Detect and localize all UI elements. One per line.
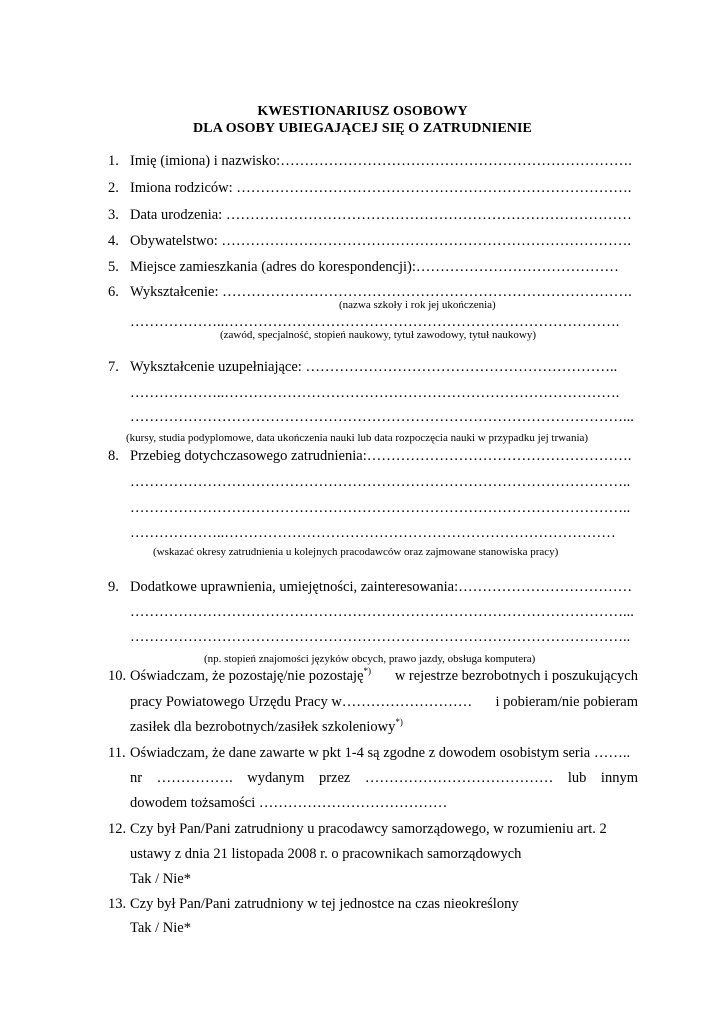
item-4-citizenship-field[interactable]: Obywatelstwo: ………………………………………………………………………….	[130, 233, 632, 249]
item-11-line-2	[130, 769, 638, 787]
item-11-by-label: przez	[318, 770, 351, 786]
item-3-birthdate-field[interactable]: Data urodzenia: …………………………………………………………………………	[130, 207, 632, 223]
item-10-line-1	[130, 667, 638, 685]
item-8-line-3[interactable]: …………………………………………………………………………………………..	[130, 500, 631, 516]
item-4-number: 4.	[108, 233, 119, 249]
item-10-benefit-type: zasiłek dla bezrobotnych/zasiłek szkoleniowy	[130, 719, 396, 735]
item-10-number: 10.	[108, 668, 127, 684]
item-10-office-field[interactable]: pracy Powiatowego Urzędu Pracy w………………………	[130, 694, 473, 710]
item-8-caption: (wskazać okresy zatrudnienia u kolejnych pracodawców oraz zajmowane stanowiska pracy)	[153, 546, 559, 558]
item-10-footnote-mark-2: *)	[395, 717, 403, 728]
document-title-line-2: DLA OSOBY UBIEGAJĄCEJ SIĘ O ZATRUDNIENIE	[193, 121, 532, 136]
item-6-education-field[interactable]: Wykształcenie: ………………………………………………………………………….	[130, 284, 632, 300]
item-9-skills-field[interactable]: Dodatkowe uprawnienia, umiejętności, zainteresowania:………………………………	[130, 579, 633, 595]
item-11-line-3[interactable]: dowodem tożsamości …………………………………	[130, 795, 448, 811]
item-12-answer[interactable]: Tak / Nie*	[130, 871, 191, 887]
item-12-question-line-2: ustawy z dnia 21 listopada 2008 r. o pracownikach samorządowych	[130, 846, 522, 862]
item-7-line-2[interactable]: ………………..……………………………………………………………………….	[130, 385, 620, 401]
item-9-line-3[interactable]: …………………………………………………………………………………………..	[130, 629, 631, 645]
item-7-line-3[interactable]: …………………………………………………………………………………………...	[130, 409, 634, 425]
item-7-additional-education-field[interactable]: Wykształcenie uzupełniające: ………………………………………………………..	[130, 359, 618, 375]
item-1-name-field[interactable]: Imię (imiona) i nazwisko:……………………………………………………………….	[130, 153, 632, 169]
item-11-issued-label: wydanym	[247, 770, 305, 786]
item-13-number: 13.	[108, 896, 127, 912]
item-8-employment-field[interactable]: Przebieg dotychczasowego zatrudnienia:……………………………………………….	[130, 448, 632, 464]
item-7-number: 7.	[108, 359, 119, 375]
item-10-benefit-text: i pobieram/nie pobieram	[495, 694, 638, 710]
item-2-number: 2.	[108, 180, 119, 196]
item-12-number: 12.	[108, 821, 127, 837]
item-6-caption-1: (nazwa szkoły i rok jej ukończenia)	[339, 299, 496, 311]
item-1-number: 1.	[108, 153, 119, 169]
item-10-statement-start: Oświadczam, że pozostaję/nie pozostaję	[130, 668, 364, 684]
item-8-line-4[interactable]: ………………..………………………………………………………………………	[130, 525, 616, 541]
item-2-parents-field[interactable]: Imiona rodziców: ……………………………………………………………………….	[130, 180, 632, 196]
item-11-line-1[interactable]: Oświadczam, że dane zawarte w pkt 1-4 są zgodne z dowodem osobistym seria ……..	[130, 745, 631, 761]
item-9-line-2[interactable]: …………………………………………………………………………………………...	[130, 604, 634, 620]
item-6-profession-field[interactable]: ………………..……………………………………………………………………….	[130, 314, 620, 330]
item-10-text-a	[130, 667, 371, 685]
item-5-number: 5.	[108, 259, 119, 275]
document-title-line-1: KWESTIONARIUSZ OSOBOWY	[257, 104, 468, 119]
item-13-answer[interactable]: Tak / Nie*	[130, 920, 191, 936]
item-7-caption: (kursy, studia podyplomowe, data ukończenia nauki lub data rozpoczęcia nauki w przypadku jej trwania)	[126, 432, 589, 444]
item-10-line-2	[130, 693, 638, 711]
item-11-nr-field[interactable]: …………….	[156, 770, 233, 786]
item-10-footnote-mark: *)	[363, 666, 372, 677]
item-6-caption-2: (zawód, specjalność, stopień naukowy, tytuł zawodowy, tytuł naukowy)	[220, 329, 536, 341]
item-12-question-line-1: Czy był Pan/Pani zatrudniony u pracodawcy samorządowego, w rozumieniu art. 2	[130, 821, 607, 837]
item-11-number: 11.	[108, 745, 126, 761]
item-9-number: 9.	[108, 579, 119, 595]
item-6-number: 6.	[108, 284, 119, 300]
item-5-address-field[interactable]: Miejsce zamieszkania (adres do korespondencji):……………………………………	[130, 259, 619, 275]
item-13-question: Czy był Pan/Pani zatrudniony w tej jednostce na czas nieokreślony	[130, 896, 519, 912]
item-11-issuer-field[interactable]: …………………………………	[364, 770, 554, 786]
item-9-caption: (np. stopień znajomości języków obcych, prawo jazdy, obsługa komputera)	[204, 653, 536, 665]
item-8-number: 8.	[108, 448, 119, 464]
item-8-line-2[interactable]: …………………………………………………………………………………………..	[130, 474, 631, 490]
item-11-or-label: lub	[567, 770, 587, 786]
item-10-statement-end: w rejestrze bezrobotnych i poszukujących	[394, 668, 638, 684]
item-3-number: 3.	[108, 207, 119, 223]
item-11-other-label: innym	[600, 770, 638, 786]
item-10-line-3	[130, 718, 403, 736]
item-11-nr-label: nr	[130, 770, 143, 786]
